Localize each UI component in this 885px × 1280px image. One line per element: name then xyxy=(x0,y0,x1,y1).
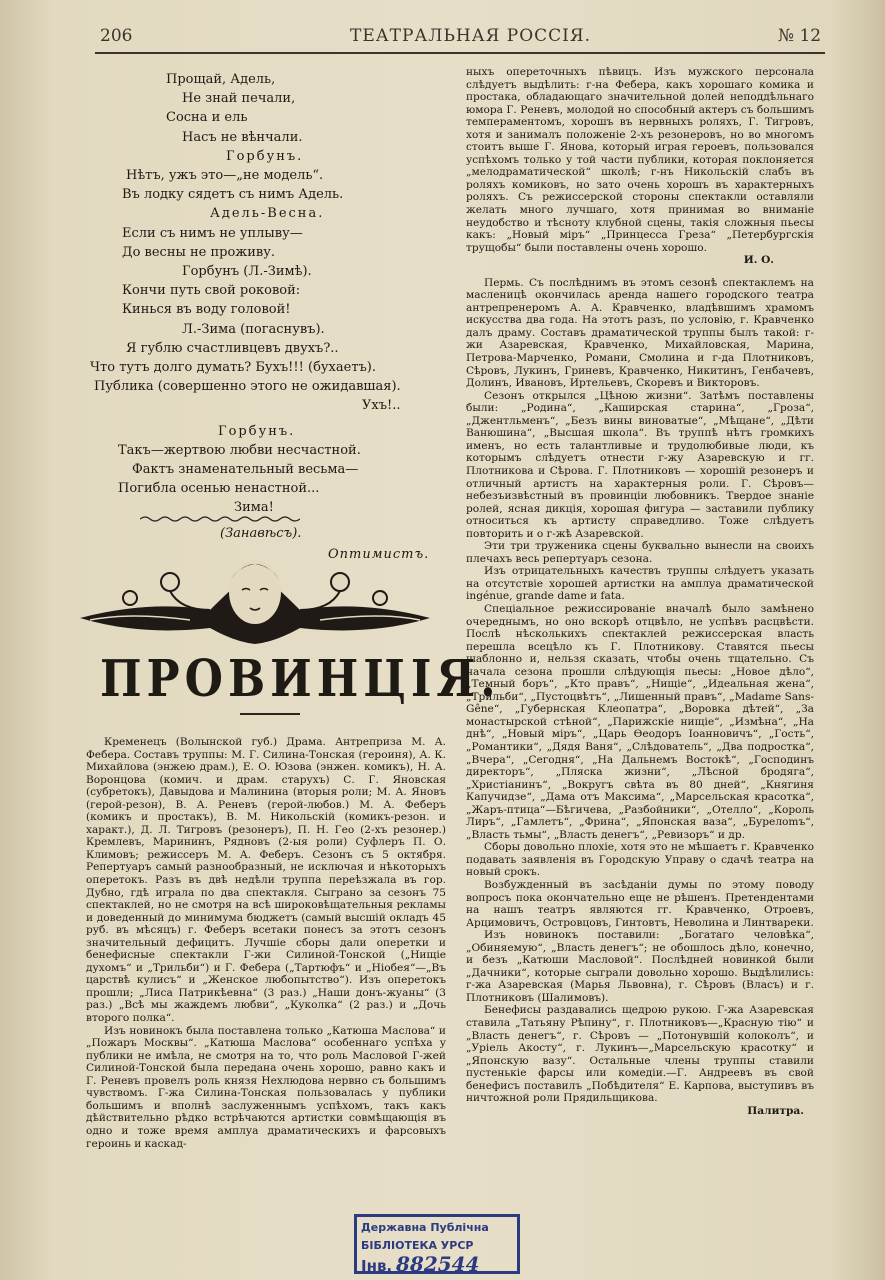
poem-line: Что тутъ долго думать? Бухъ!!! (бухаетъ). xyxy=(90,360,376,376)
article-paragraph: Сборы довольно плохіе, хотя это не мѣшаетъ г. Кравченко подавать заявленія въ Городскую Управу о сдачѣ театра на новый срокъ. xyxy=(466,841,814,879)
poem-line: Фактъ знаменательный весьма— xyxy=(132,462,359,478)
poem-speaker: Горбунъ (Л.-Зимѣ). xyxy=(182,264,312,280)
poem-line: Въ лодку сядетъ съ нимъ Адель. xyxy=(122,187,344,203)
poem-line: Не знай печали, xyxy=(182,91,296,107)
article-paragraph: Изъ новинокъ была поставлена только „Катюша Маслова“ и „Пожаръ Москвы“. „Катюша Маслова“ особеннаго успѣха у публики не имѣла, не смотря на то, что роль Масловой Г-жей Силиной-Тонской была передана очень хорошо, равно какъ и Г. Реневъ провелъ роль князя Нехлюдова нервно съ большимъ чувствомъ. Г-жа Силина-Тонская пользовалась у публики большимъ и вполнѣ заслуженнымъ успѣхомъ, такъ какъ дѣйствительно рѣдко встрѣчаются артистки совмѣщающія въ одно и тоже время амплуа драматическихъ и фарсовыхъ героинь и каскад- xyxy=(86,1024,446,1150)
journal-title: ТЕАТРАЛЬНАЯ РОССІЯ. xyxy=(350,26,591,46)
poem-line: Прощай, Адель, xyxy=(166,72,276,87)
section-title: ПРОВИНЦІЯ. xyxy=(100,650,501,709)
poem-line: Нѣтъ, ужъ это—„не модель“. xyxy=(126,168,324,184)
poem-line: Насъ не вѣнчали. xyxy=(182,129,303,145)
title-rule xyxy=(240,713,300,715)
poem-line: (Занавѣсъ). xyxy=(220,525,302,541)
poem-line: Кончи путь свой роковой: xyxy=(122,283,301,299)
poem-line: До весны не проживу. xyxy=(122,244,275,260)
article-paragraph: Спеціальное режиссированіе вначалѣ было замѣнено очереднымъ, но оно вскорѣ отцвѣло, не успѣвъ расцвѣсти. Послѣ нѣсколькихъ спектаклей режиссерская власть перешла всецѣло къ Г. Плотникову. Ставятся пьесы шаблонно и, нельзя сказать, чтобы очень тщательно. Съ начала сезона прошли слѣдующія пьесы: „Новое дѣло“, „Темный боръ“, „Кто правъ“, „Нищіе“, „Идеальная жена“, „Трильби“, „Пустоцвѣтъ“, „Лишенный правъ“, „Madame Sans-Gêne“, „Губернская Клеопатра“, „Воровка дѣтей“, „За монастырской стѣной“, „Парижскіе нищіе“, „Измѣна“, „На днѣ“, „Новый міръ“, „Царь Ѳеодоръ Іоанновичъ“, „Гость“, „Романтики“, „Дядя Ваня“, „Слѣдователь“, „Два подростка“, „Вчера“, „Сегодня“, „На Дальнемъ Востокѣ“, „Господинъ директоръ“, „Пляска жизни“, „Лѣсной бродяга“, „Христіанинъ“, „Вокругъ свѣта въ 80 дней“, „Княгиня Капучидзе“, „Дама отъ Максима“, „Марсельская красотка“, „Жаръ-птица“—Бѣгичева, „Разбойники“, „Отелло“, „Король Лиръ“, „Гамлетъ“, „Фрина“, „Японская ваза“, „Бурелomъ“, „Власть тьмы“, „Власть денегъ“, „Ревизоръ“ и др. xyxy=(466,602,814,841)
article-paragraph: Пермь. Съ послѣднимъ въ этомъ сезонѣ спектаклемъ на масленицѣ окончилась аренда нашего городского театра антрепренеромъ А. А. Кравченко, владѣвшимъ храмомъ искусства два года. На этотъ разъ, по условію, г. Кравченко далъ драму. Составъ драматической труппы былъ такой: г-жи Азаревская, Кравченко, Михайловская, Марина, Петрова-Марченко, Романи, Смолина и г-да Плотниковъ, Сѣровъ, Лукинъ, Гриневъ, Кравченко, Никитинъ, Генбачевъ, Долинъ, Ивановъ, Иртельевъ, Скоревъ и Викторовъ. xyxy=(466,276,814,390)
poem-line: Я гублю счастливцевъ двухъ?.. xyxy=(126,340,339,356)
article-paragraph: Возбужденный въ засѣданіи думы по этому поводу вопросъ пока окончательно еще не рѣшенъ. Претендентами на нашъ театръ являются гг. Кравченко, Отроевъ, Арцимовичъ, Островцовъ, Гинтовтъ, Неволина и Линтвареки. xyxy=(466,879,814,929)
poem-line: Кинься въ воду головой! xyxy=(122,302,291,318)
article-kremenets xyxy=(86,736,446,1150)
article-signature: И. О. xyxy=(743,254,774,267)
poem-line: Сосна и ель xyxy=(166,110,248,126)
page-number: 206 xyxy=(100,26,133,46)
article-paragraph: Сезонъ открылся „Цѣною жизни“. Затѣмъ поставлены были: „Родина“, „Каширская старина“, „Гроза“, „Джентльменъ“, „Безъ вины виноватые“, „Мѣщане“, „Дѣти Ванюшина“, „Высшая школа“. Въ труппѣ нѣтъ громкихъ именъ, но есть талантливые и трудолюбивые люди, къ которымъ слѣдуетъ отнести г-жу Азаревскую и гг. Плотникова и Сѣрова. Г. Плотниковъ — хорошій резонеръ и отличный артистъ на характерныя роли. Г. Сѣровъ—небезъизвѣстный въ провинціи любовникъ. Твердое знаніе ролей, ясная дикція, хорошая фигура — заставили публику относиться къ артисту справедливо. Тоже слѣдуетъ повторить и о г-жѣ Азаревской. xyxy=(466,389,814,540)
poem-line: Если съ нимъ не уплыву— xyxy=(122,225,303,241)
poem xyxy=(80,70,450,564)
article-signature: Палитра. xyxy=(747,1104,804,1117)
article-paragraph: Бенефисы раздавались щедрою рукою. Г-жа Азаревская ставила „Татьяну Рѣпину“, г. Плотниковъ—„Красную тію“ и „Власть денегъ“, г. Сѣровъ — „Потонувшій колоколъ“, и „Уріель Акосту“, г. Лукинъ—„Марсельскую красотку“ и „Японскую вазу“. Остальные члены труппы ставили пустенькіе фарсы или комедіи.—Г. Андреевъ въ свой бенефисъ поставилъ „Побѣдителя“ Е. Карпова, выступивъ въ ничтожной роли Прядильщикова. xyxy=(466,1004,814,1105)
poem-line: Ухъ!.. xyxy=(362,398,401,414)
stamp-line: БІБЛІОТЕКА УРСР xyxy=(361,1239,474,1252)
poem-line: Зима! xyxy=(234,500,274,516)
poem-speaker: Л.-Зима (погаснувъ). xyxy=(182,321,325,337)
divider-ornament xyxy=(140,514,300,524)
article-paragraph: Изъ отрицательныхъ качествъ труппы слѣдуетъ указать на отсутствіе хорошей артистки на амплуа драматической ingénue, grande dame и fata. xyxy=(466,565,814,603)
library-stamp xyxy=(354,1214,520,1274)
article-paragraph: Изъ новинокъ поставили: „Богатаго человѣка“, „Обиняемую“, „Власть денегъ“; не обошлось дѣло, конечно, и безъ „Катюши Масловой“. Послѣдней новинкой были „Дачники“, которые сыграли довольно хорошо. Выдѣлились: г-жа Азаревская (Марья Львовна), г. Сѣровъ (Власъ) и г. Плотниковъ (Шалимовъ). xyxy=(466,929,814,1004)
stamp-inventory-number: 882544 xyxy=(395,1252,480,1276)
issue-number: № 12 xyxy=(778,26,822,46)
poem-line: Публика (совершенно этого не ожидавшая). xyxy=(94,379,401,395)
article-paragraph: Эти три труженика сцены буквально вынесли на своихъ плечахъ весь репертуаръ сезона. xyxy=(466,540,814,565)
poem-line: Погибла осенью ненастной... xyxy=(118,481,320,497)
stamp-label: Інв. xyxy=(361,1257,393,1275)
poem-signature: Оптимистъ. xyxy=(328,546,430,562)
article-right-column xyxy=(466,66,814,1117)
poem-speaker: Горбунъ. xyxy=(218,423,296,439)
header-rule xyxy=(95,52,825,54)
stamp-line: Державна Публічна xyxy=(361,1221,489,1234)
article-paragraph: ныхъ опереточныхъ пѣвицъ. Изъ мужского персонала слѣдуетъ выдѣлить: г-на Фебера, какъ хорошаго комика и простака, обладающаго значительной долей неподдѣльнаго юмора Г. Реневъ, молодой но способный актеръ съ большимъ темпераментомъ, хорошъ въ нервныхъ роляхъ, Г. Тигровъ, хотя и занималъ положеніе 2-хъ резонеровъ, но во многомъ стоитъ выше Г. Янова, который играя героевъ, пользовался успѣхомъ только у той части публики, которая поклоняется „мелодраматической“ школѣ; г-нъ Никольскій слабъ въ роляхъ комиковъ, но зато очень хорошъ въ характерныхъ роляхъ. Съ режиссерской стороны спектакли оставляли желать много лучшаго, хотя принимая во вниманіе неудобство и тѣсноту клубной сцены, такія сложныя пьесы какъ: „Новый міръ“ „Принцесса Греза“ „Петербургскія трущобы“ были поставлены очень хорошо. xyxy=(466,66,814,254)
poem-speaker: Горбунъ. xyxy=(226,148,304,164)
decorative-vignette xyxy=(70,540,440,652)
poem-line: Такъ—жертвою любви несчастной. xyxy=(118,442,361,458)
article-paragraph: Кременецъ (Волынской губ.) Драма. Антреприза М. А. Фебера. Составъ труппы: М. Г. Силина-Тонская (героиня), А. К. Михайлова (энжею драм.), Е. О. Юзова (энжен. комикъ), Н. А. Воронцова (комич. и драм. старухъ) С. Г. Яновская (субретокъ), Давыдова и Малинина (вторыя роли; М. А. Яновъ (герой-резон), В. А. Реневъ (герой-любов.) М. А. Феберъ (комикъ и простакъ), В. М. Никольскій (комикъ-резон. и характ.), Д. Л. Тигровъ (резонеръ), П. Н. Гео (2-хъ резонер.) Кремлевъ, Марининъ, Рядновъ (2-ыя роли) Суфлеръ П. О. Климовъ; режиссеръ М. А. Феберъ. Сезонъ съ 5 октября. Репертуаръ самый разнообразный, не исключая и нѣкоторыхъ оперетокъ. Разъ въ двѣ недѣли труппа переѣзжала въ гор. Дубно, гдѣ играла по два спектакля. Сыграно за сезонъ 75 спектаклей, но не смотря на всѣ широковѣщательныя рекламы и доведенный до минимума бюджетъ (самый высшій окладъ 45 руб. въ мѣсяцъ) г. Феберъ всетаки понесъ за этотъ сезонъ значительный дефицитъ. Лучшіе сборы дали оперетки и бенефисные спектакли Г-жи Силиной-Тонской („Нищіе духомъ“ и „Трильби“) и Г. Фебера („Тартюфъ“ и „Ніобея“—„Въ царствѣ кулисъ“ и „Женское любопытство“). Изъ оперетокъ прошли; „Лиса Патрикѣевна“ (3 раз.) „Наши донъ-жуаны“ (3 раз.) „Всѣ мы жаждемъ любви“, „Куколка“ (2 раз.) и „Дочь второго полка“. xyxy=(86,736,446,1025)
poem-speaker: Адель-Весна. xyxy=(210,206,325,222)
